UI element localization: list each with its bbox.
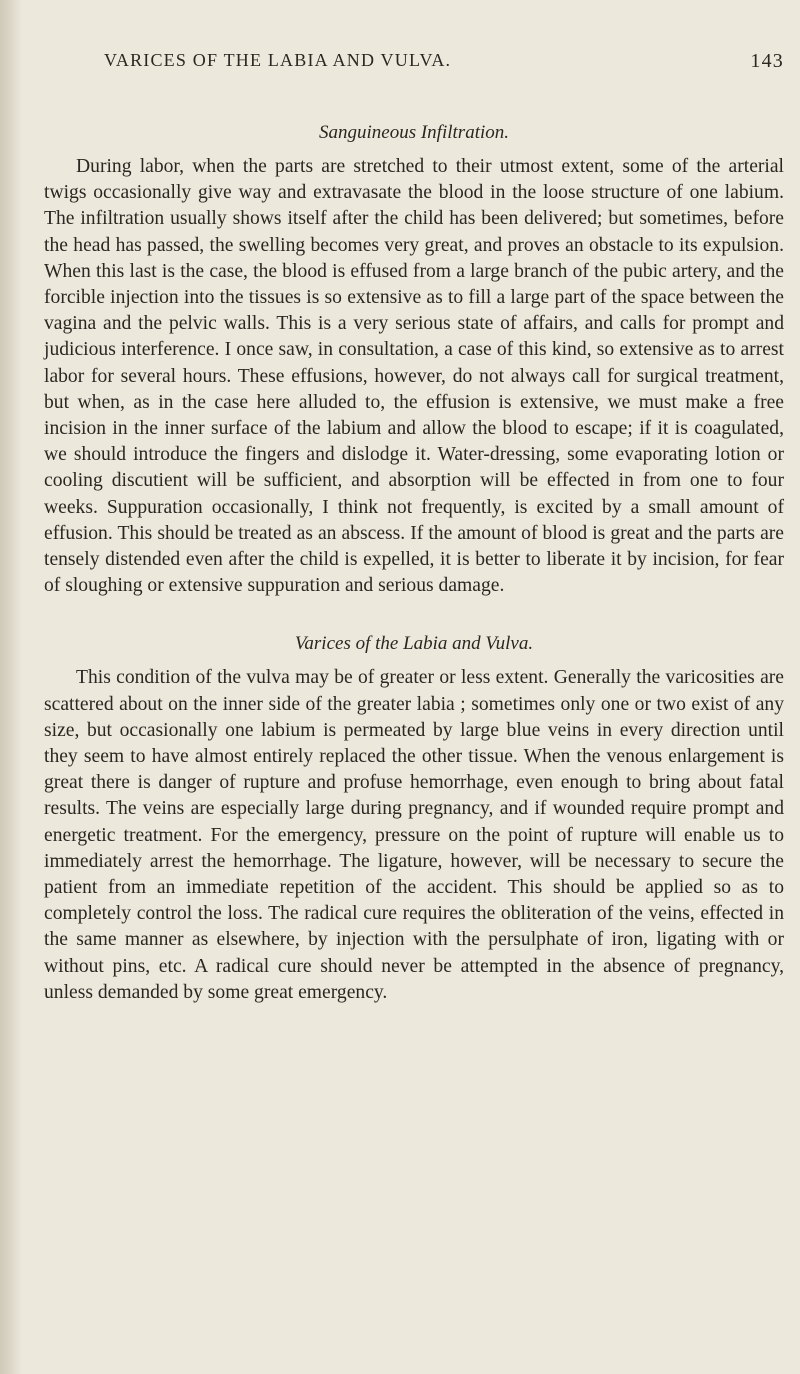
page-binding-shadow <box>0 0 22 1374</box>
body-paragraph: This condition of the vulva may be of greater or less extent. Generally the varicosities are scattered about on the inner side of the greater labia ; sometimes only one or two exist of any size, but occasionally one labium is permeated by large blue veins in every direction until they seem to have almost entirely replaced the other tissue. When the venous enlargement is great there is danger of rupture and profuse hemorrhage, even enough to bring about fatal results. The veins are especially large during pregnancy, and if wounded require prompt and energetic treatment. For the emergency, pressure on the point of rupture will enable us to immediately arrest the hemorrhage. The ligature, however, will be necessary to secure the patient from an immediate repetition of the accident. This should be applied so as to completely control the loss. The radical cure requires the obliteration of the veins, effected in the same manner as elsewhere, by injection with the persulphate of iron, ligating with or without pins, etc. A radical cure should never be attempted in the absence of pregnancy, unless demanded by some great emergency. <box>44 667 784 1003</box>
section-title: Sanguineous Infiltration. <box>319 122 509 143</box>
body-paragraph: During labor, when the parts are stretched to their utmost extent, some of the arterial twigs occasionally give way and extravasate the blood in the loose structure of one labium. The infiltration usually shows itself after the child has been delivered; but sometimes, before the head has passed, the swelling becomes very great, and proves an obstacle to its expulsion. When this last is the case, the blood is effused from a large branch of the pubic artery, and the forcible injection into the tissues is so extensive as to fill a large part of the space between the vagina and the pelvic walls. This is a very serious state of affairs, and calls for prompt and judicious interference. I once saw, in consultation, a case of this kind, so extensive as to arrest labor for several hours. These effusions, however, do not always call for surgical treatment, but when, as in the case here alluded to, the effusion is extensive, we must make a free incision in the inner surface of the labium and allow the blood to escape; if it is coagulated, we should introduce the fingers and dislodge it. Water-dressing, some evaporating lotion or cooling discutient will be sufficient, and absorption will be effected in from one to four weeks. Suppuration occasionally, I think not frequently, is excited by a small amount of effusion. This should be treated as an abscess. If the amount of blood is great and the parts are tensely distended even after the child is expelled, it is better to liberate it by incision, for fear of sloughing or extensive suppuration and serious damage. <box>44 156 784 597</box>
section-varices <box>44 633 784 1006</box>
running-title: VARICES OF THE LABIA AND VULVA. <box>104 50 452 70</box>
page-number: 143 <box>750 50 784 72</box>
section-title: Varices of the Labia and Vulva. <box>294 633 534 655</box>
book-page <box>44 44 784 1006</box>
section-sanguineous-infiltration <box>44 122 784 599</box>
running-header <box>44 44 784 74</box>
